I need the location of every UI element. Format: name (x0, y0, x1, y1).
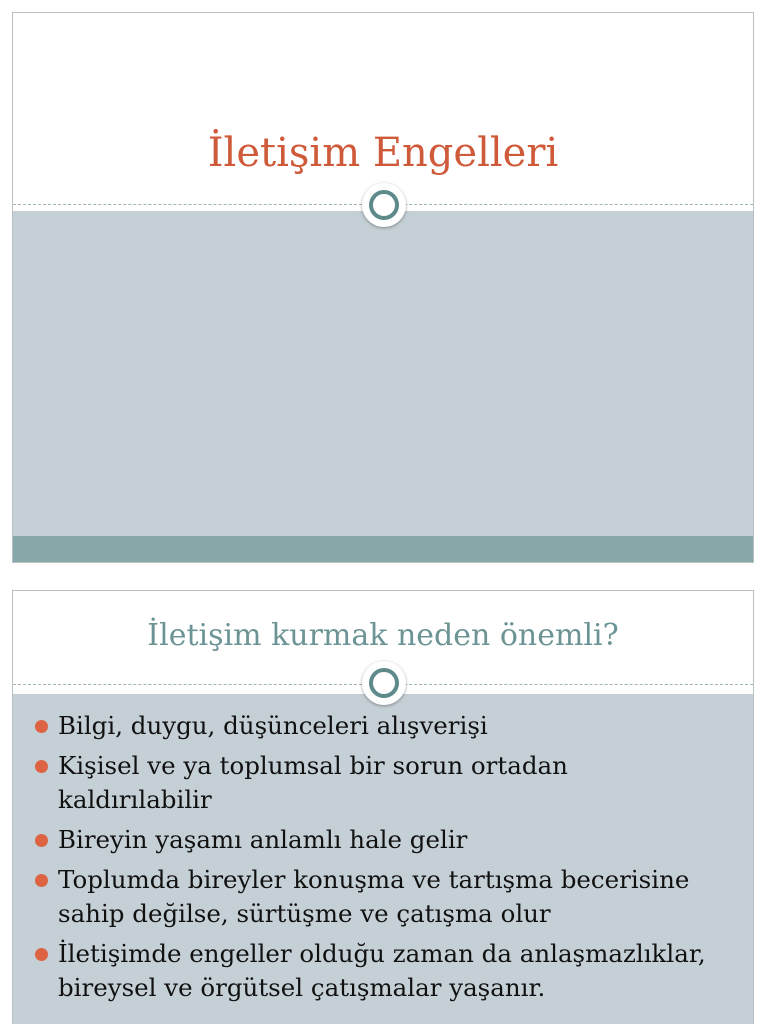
circle-ornament-icon (362, 183, 406, 227)
bullet-text: İletişimde engeller olduğu zaman da anlaşmazlıklar, (58, 939, 706, 968)
bullet-text-continued: kaldırılabilir (58, 785, 212, 814)
bullet-dot-icon (35, 874, 48, 887)
list-item (33, 863, 741, 931)
slide-title: İletişim kurmak neden önemli? (147, 618, 619, 653)
content-area (13, 211, 753, 538)
title-slide (12, 12, 754, 563)
bullet-text: Bireyin yaşamı anlamlı hale gelir (58, 825, 468, 854)
bullet-text-continued: sahip değilse, sürtüşme ve çatışma olur (58, 899, 551, 928)
bullet-dot-icon (35, 760, 48, 773)
circle-ornament-icon (362, 661, 406, 705)
bullet-dot-icon (35, 948, 48, 961)
content-slide (12, 590, 754, 1024)
bullet-text-continued: bireysel ve örgütsel çatışmalar yaşanır. (58, 973, 546, 1002)
list-item (33, 823, 741, 857)
footer-band (13, 536, 753, 562)
list-item (33, 937, 741, 1005)
bullet-text: Bilgi, duygu, düşünceleri alışverişi (58, 711, 488, 740)
bullet-dot-icon (35, 834, 48, 847)
bullet-dot-icon (35, 720, 48, 733)
list-item (33, 709, 741, 743)
bullet-text: Kişisel ve ya toplumsal bir sorun ortadan (58, 751, 568, 780)
slide-title: İletişim Engelleri (207, 130, 559, 176)
list-item (33, 749, 741, 817)
bullet-list (33, 709, 741, 1011)
bullet-text: Toplumda bireyler konuşma ve tartışma becerisine (58, 865, 690, 894)
